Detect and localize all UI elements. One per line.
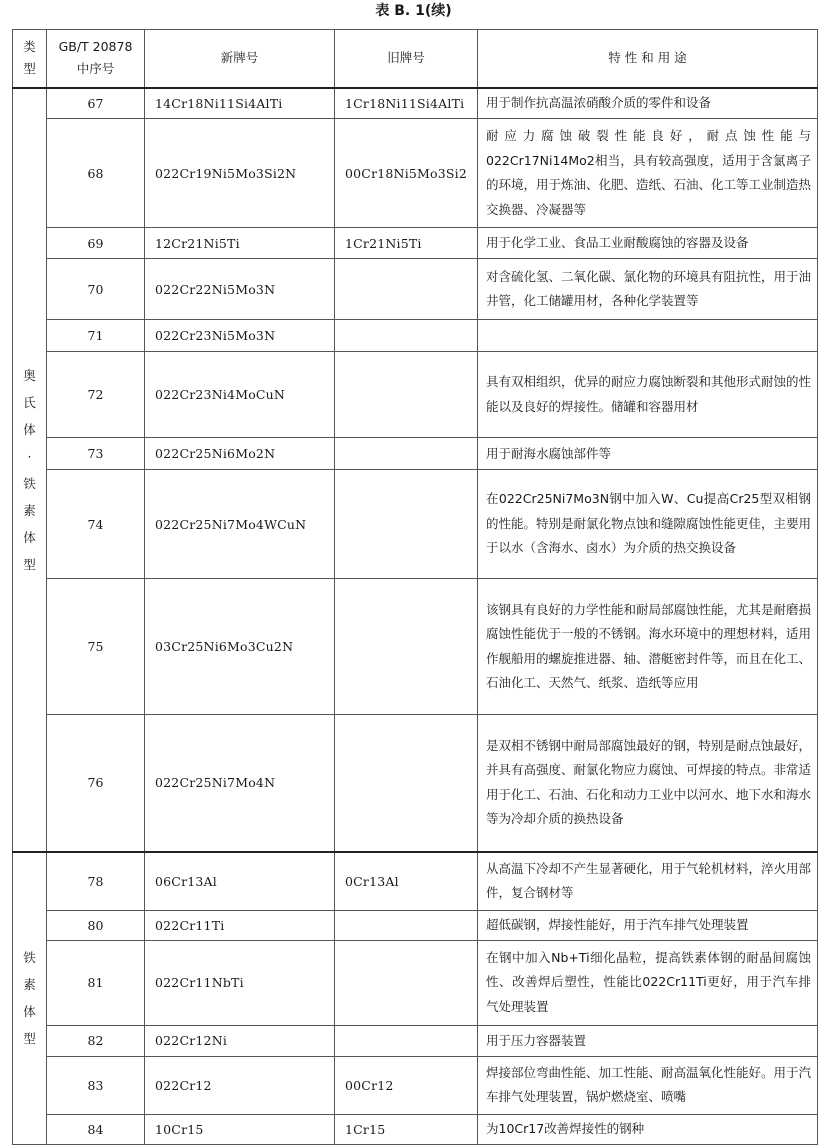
table-row bbox=[13, 320, 818, 352]
old-grade-cell: 1Cr21Ni5Ti bbox=[335, 228, 478, 259]
new-grade-cell: 022Cr22Ni5Mo3N bbox=[145, 259, 335, 320]
new-grade-cell: 022Cr23Ni4MoCuN bbox=[145, 352, 335, 438]
description-cell: 从高温下冷却不产生显著硬化，用于气轮机材料，淬火用部件，复合钢材等 bbox=[478, 852, 818, 911]
seq-cell: 83 bbox=[47, 1056, 145, 1114]
description-cell: 为10Cr17改善焊接性的钢种 bbox=[478, 1114, 818, 1144]
table-row bbox=[13, 910, 818, 940]
new-grade-cell: 022Cr25Ni7Mo4N bbox=[145, 715, 335, 852]
description-cell: 用于制作抗高温浓硝酸介质的零件和设备 bbox=[478, 88, 818, 119]
type-char: 体 bbox=[23, 1004, 36, 1019]
new-grade-cell: 06Cr13Al bbox=[145, 852, 335, 911]
table-row bbox=[13, 1025, 818, 1056]
new-grade-cell: 022Cr25Ni6Mo2N bbox=[145, 438, 335, 470]
table-row bbox=[13, 352, 818, 438]
type-char: 铁 bbox=[23, 475, 36, 491]
description-cell: 具有双相组织，优异的耐应力腐蚀断裂和其他形式耐蚀的性能以及良好的焊接性。储罐和容器用材 bbox=[478, 352, 818, 438]
seq-cell: 75 bbox=[47, 579, 145, 715]
new-grade-cell: 022Cr25Ni7Mo4WCuN bbox=[145, 470, 335, 579]
old-grade-cell: 0Cr13Al bbox=[335, 852, 478, 911]
new-grade-cell: 022Cr19Ni5Mo3Si2N bbox=[145, 119, 335, 228]
header-row bbox=[13, 30, 818, 88]
old-grade-cell bbox=[335, 715, 478, 852]
new-grade-cell: 10Cr15 bbox=[145, 1114, 335, 1144]
type-char: 氏 bbox=[23, 394, 36, 410]
table-row bbox=[13, 228, 818, 259]
type-cell-ferritic bbox=[13, 852, 47, 1145]
old-grade-cell bbox=[335, 940, 478, 1025]
seq-cell: 81 bbox=[47, 940, 145, 1025]
description-cell: 用于耐海水腐蚀部件等 bbox=[478, 438, 818, 470]
old-grade-cell: 00Cr18Ni5Mo3Si2 bbox=[335, 119, 478, 228]
header-seq-line: 中序号 bbox=[76, 61, 115, 77]
table-title: 表 B. 1(续) bbox=[375, 3, 452, 19]
header-seq bbox=[47, 30, 145, 88]
old-grade-cell bbox=[335, 579, 478, 715]
old-grade-cell bbox=[335, 470, 478, 579]
type-char: · bbox=[27, 448, 32, 464]
header-seq-line: GB/T 20878 bbox=[58, 39, 133, 55]
table-row bbox=[13, 579, 818, 715]
old-grade-cell: 1Cr18Ni11Si4AlTi bbox=[335, 88, 478, 119]
description-cell: 焊接部位弯曲性能、加工性能、耐高温氧化性能好。用于汽车排气处理装置，锅炉燃烧室、喷嘴 bbox=[478, 1056, 818, 1114]
type-cell-duplex bbox=[13, 88, 47, 852]
header-old-grade: 旧牌号 bbox=[335, 30, 478, 88]
old-grade-cell bbox=[335, 320, 478, 352]
description-cell: 该钢具有良好的力学性能和耐局部腐蚀性能，尤其是耐磨损腐蚀性能优于一般的不锈钢。海水环境中的理想材料，适用作舰船用的螺旋推进器、轴、潜艇密封件等，而且在化工、石油化工、天然气、纸浆、造纸等应用 bbox=[478, 579, 818, 715]
seq-cell: 78 bbox=[47, 852, 145, 911]
description-cell: 耐应力腐蚀破裂性能良好，耐点蚀性能与022Cr17Ni14Mo2相当，具有较高强度，适用于含氯离子的环境，用于炼油、化肥、造纸、石油、化工等工业制造热交换器、冷凝器等 bbox=[478, 119, 818, 228]
old-grade-cell bbox=[335, 352, 478, 438]
table-row bbox=[13, 438, 818, 470]
type-char: 型 bbox=[23, 1031, 36, 1046]
new-grade-cell: 03Cr25Ni6Mo3Cu2N bbox=[145, 579, 335, 715]
new-grade-cell: 14Cr18Ni11Si4AlTi bbox=[145, 88, 335, 119]
type-char: 体 bbox=[23, 529, 36, 545]
description-cell: 用于化学工业、食品工业耐酸腐蚀的容器及设备 bbox=[478, 228, 818, 259]
steel-grade-table bbox=[12, 29, 818, 1145]
old-grade-cell: 00Cr12 bbox=[335, 1056, 478, 1114]
table-row bbox=[13, 852, 818, 911]
table-row bbox=[13, 940, 818, 1025]
description-cell: 在022Cr25Ni7Mo3N钢中加入W、Cu提高Cr25型双相钢的性能。特别是耐氯化物点蚀和缝隙腐蚀性能更佳，主要用于以水（含海水、卤水）为介质的热交换设备 bbox=[478, 470, 818, 579]
seq-cell: 74 bbox=[47, 470, 145, 579]
new-grade-cell: 022Cr12 bbox=[145, 1056, 335, 1114]
old-grade-cell bbox=[335, 1025, 478, 1056]
seq-cell: 73 bbox=[47, 438, 145, 470]
table-row bbox=[13, 88, 818, 119]
type-char: 素 bbox=[23, 502, 36, 518]
new-grade-cell: 022Cr11NbTi bbox=[145, 940, 335, 1025]
description-cell: 在钢中加入Nb+Ti细化晶粒，提高铁素体钢的耐晶间腐蚀性、改善焊后塑性，性能比022Cr11Ti更好，用于汽车排气处理装置 bbox=[478, 940, 818, 1025]
seq-cell: 67 bbox=[47, 88, 145, 119]
new-grade-cell: 022Cr12Ni bbox=[145, 1025, 335, 1056]
type-char: 铁 bbox=[23, 950, 36, 965]
header-type bbox=[13, 30, 47, 88]
table-row bbox=[13, 1114, 818, 1144]
seq-cell: 84 bbox=[47, 1114, 145, 1144]
header-type-line: 类 bbox=[23, 39, 36, 55]
old-grade-cell bbox=[335, 910, 478, 940]
seq-cell: 72 bbox=[47, 352, 145, 438]
seq-cell: 68 bbox=[47, 119, 145, 228]
description-cell bbox=[478, 320, 818, 352]
seq-cell: 70 bbox=[47, 259, 145, 320]
seq-cell: 80 bbox=[47, 910, 145, 940]
seq-cell: 76 bbox=[47, 715, 145, 852]
type-char: 奥 bbox=[23, 367, 36, 383]
type-char: 型 bbox=[23, 556, 36, 572]
header-new-grade: 新牌号 bbox=[145, 30, 335, 88]
description-cell: 对含硫化氢、二氧化碳、氯化物的环境具有阻抗性，用于油井管，化工储罐用材，各种化学装置等 bbox=[478, 259, 818, 320]
type-char: 素 bbox=[23, 977, 36, 992]
table-row bbox=[13, 119, 818, 228]
seq-cell: 71 bbox=[47, 320, 145, 352]
seq-cell: 69 bbox=[47, 228, 145, 259]
new-grade-cell: 022Cr11Ti bbox=[145, 910, 335, 940]
header-type-line: 型 bbox=[23, 61, 36, 77]
old-grade-cell bbox=[335, 259, 478, 320]
table-row bbox=[13, 1056, 818, 1114]
table-row bbox=[13, 259, 818, 320]
header-properties: 特 性 和 用 途 bbox=[478, 30, 818, 88]
old-grade-cell: 1Cr15 bbox=[335, 1114, 478, 1144]
old-grade-cell bbox=[335, 438, 478, 470]
description-cell: 用于压力容器装置 bbox=[478, 1025, 818, 1056]
new-grade-cell: 022Cr23Ni5Mo3N bbox=[145, 320, 335, 352]
type-char: 体 bbox=[23, 421, 36, 437]
table-row bbox=[13, 715, 818, 852]
description-cell: 超低碳钢，焊接性能好，用于汽车排气处理装置 bbox=[478, 910, 818, 940]
new-grade-cell: 12Cr21Ni5Ti bbox=[145, 228, 335, 259]
table-row bbox=[13, 470, 818, 579]
description-cell: 是双相不锈钢中耐局部腐蚀最好的钢，特别是耐点蚀最好，并具有高强度、耐氯化物应力腐蚀、可焊接的特点。非常适用于化工、石油、石化和动力工业中以河水、地下水和海水等为冷却介质的换热设备 bbox=[478, 715, 818, 852]
seq-cell: 82 bbox=[47, 1025, 145, 1056]
